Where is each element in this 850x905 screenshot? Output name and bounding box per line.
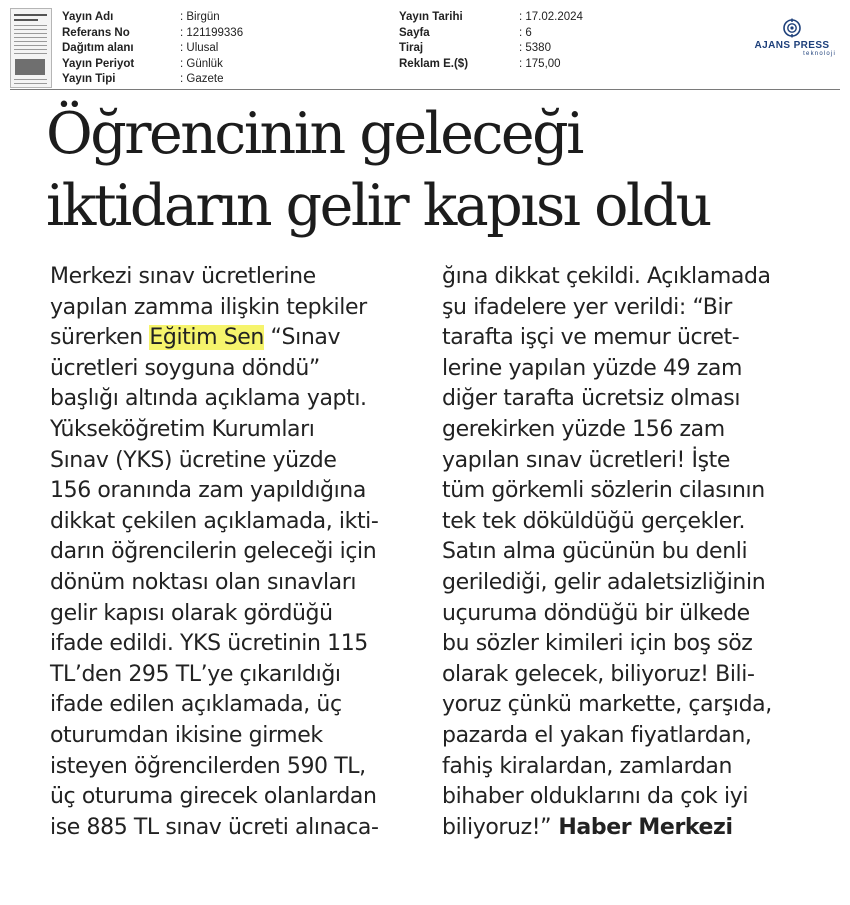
body-line: tarafta işçi ve memur ücret- <box>442 325 740 351</box>
body-line: dikkat çekilen açıklamada, ikti- <box>50 508 379 534</box>
meta-value: : Ulusal <box>180 42 219 55</box>
meta-label: Referans No <box>62 26 130 39</box>
meta-value: : 175,00 <box>519 57 561 70</box>
meta-label: Yayın Tipi <box>62 73 116 86</box>
body-line: bu sözler kimileri için boş söz <box>442 631 753 657</box>
body-line: bihaber olduklarını da çok iyi <box>442 784 749 810</box>
body-line: Merkezi sınav ücretlerine <box>50 264 316 289</box>
page-thumbnail[interactable] <box>10 8 52 88</box>
body-line: gelir kapısı olarak gördüğü <box>50 600 333 626</box>
body-text: “Sınav <box>263 325 341 351</box>
meta-row-page <box>399 26 583 42</box>
body-text: sürerken <box>50 325 150 351</box>
meta-row-ad-value <box>399 57 583 73</box>
publication-stats <box>399 10 583 72</box>
meta-value: : Gazete <box>180 73 224 86</box>
body-line: oturumdan ikisine girmek <box>50 722 323 748</box>
body-line: ise 885 TL sınav ücreti alınaca- <box>50 814 379 840</box>
meta-row-publication-type <box>62 72 243 88</box>
article-column-1 <box>50 262 420 843</box>
meta-label: Sayfa <box>399 26 430 39</box>
body-line: olarak gelecek, biliyoruz! Bili- <box>442 661 755 687</box>
meta-label: Yayın Adı <box>62 11 114 23</box>
body-line: fahiş kiralardan, zamlardan <box>442 753 733 779</box>
meta-row-distribution-area <box>62 41 243 57</box>
meta-label: Yayın Periyot <box>62 57 135 70</box>
body-line: yapılan sınav ücretleri! İşte <box>442 447 731 473</box>
publication-info <box>62 10 243 88</box>
body-line: gerekirken yüzde 156 zam <box>442 416 725 442</box>
header-divider <box>10 89 840 90</box>
headline-line: iktidarın gelir kapısı oldu <box>46 173 710 239</box>
ajans-press-logo-icon <box>782 18 802 38</box>
body-line: başlığı altında açıklama yaptı. <box>50 386 367 412</box>
highlighted-keyword: Eğitim Sen <box>149 325 264 351</box>
body-line: lerine yapılan yüzde 49 zam <box>442 355 743 381</box>
meta-value: : Birgün <box>180 11 220 23</box>
body-line: şu ifadelere yer verildi: “Bir <box>442 294 732 320</box>
body-line: ücretleri soyguna döndü” <box>50 355 320 381</box>
body-line: Sınav (YKS) ücretine yüzde <box>50 447 337 473</box>
body-line: ifade edilen açıklamada, üç <box>50 692 342 718</box>
body-line: dönüm noktası olan sınavları <box>50 569 357 595</box>
ajans-press-logo <box>742 18 842 62</box>
body-line: tüm görkemli sözlerin cilasının <box>442 478 765 504</box>
meta-label: Reklam E.($) <box>399 57 469 70</box>
meta-label: Tiraj <box>399 42 424 55</box>
article-column-2 <box>442 262 842 843</box>
body-line: Satın alma gücünün bu denli <box>442 539 748 565</box>
meta-value: : 17.02.2024 <box>519 11 583 23</box>
body-line: darın öğrencilerin geleceği için <box>50 539 377 565</box>
body-line <box>50 323 420 354</box>
headline-line: Öğrencinin geleceği <box>46 101 582 167</box>
body-line: Yükseköğretim Kurumları <box>50 416 315 442</box>
logo-tagline: teknoloji <box>803 51 836 57</box>
body-text: biliyoruz!” <box>442 814 552 840</box>
body-line: ifade edildi. YKS ücretinin 115 <box>50 631 368 657</box>
meta-row-circulation <box>399 41 583 57</box>
meta-row-period <box>62 57 243 73</box>
logo-brand-text: AJANS PRESS <box>754 40 830 51</box>
meta-label: Yayın Tarihi <box>399 11 463 23</box>
body-line: ğına dikkat çekildi. Açıklamada <box>442 264 771 289</box>
body-line: isteyen öğrencilerden 590 TL, <box>50 753 366 779</box>
body-line: yoruz çünkü markette, çarşıda, <box>442 692 772 718</box>
body-line: tek tek döküldüğü gerçekler. <box>442 508 746 534</box>
body-line: uçuruma döndüğü bir ülkede <box>442 600 750 626</box>
body-line: yapılan zamma ilişkin tepkiler <box>50 294 367 320</box>
meta-value: : Günlük <box>180 57 223 70</box>
meta-value: : 5380 <box>519 42 551 55</box>
body-line: üç oturuma girecek olanlardan <box>50 784 377 810</box>
meta-row-publication-name <box>62 10 243 26</box>
body-line: pazarda el yakan fiyatlardan, <box>442 722 752 748</box>
article-headline <box>46 98 836 242</box>
clipping-header <box>0 0 850 92</box>
meta-value: : 6 <box>519 26 532 39</box>
body-line: gerilediği, gelir adaletsizliğinin <box>442 569 766 595</box>
meta-value: : 121199336 <box>180 26 244 39</box>
body-line: diğer tarafta ücretsiz olması <box>442 386 741 412</box>
body-line: TL’den 295 TL’ye çıkarıldığı <box>50 661 341 687</box>
body-line <box>442 813 842 844</box>
article-byline: Haber Merkezi <box>551 814 733 840</box>
meta-label: Dağıtım alanı <box>62 42 134 55</box>
body-line: 156 oranında zam yapıldığına <box>50 478 366 504</box>
meta-row-publication-date <box>399 10 583 26</box>
meta-row-reference-no <box>62 26 243 42</box>
